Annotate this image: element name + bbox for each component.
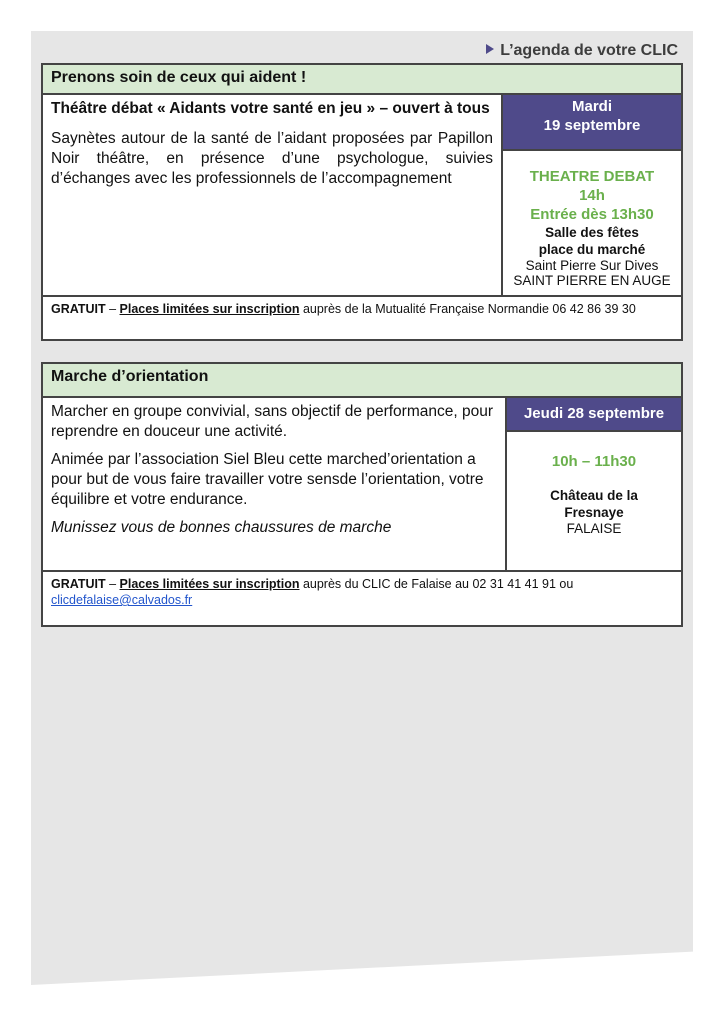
- event-details: [43, 398, 505, 570]
- event-card-theatre: [41, 63, 683, 341]
- limited-places-label: Places limitées sur inscription: [119, 577, 300, 591]
- event-type: THEATRE DEBAT: [529, 168, 655, 185]
- triangle-bullet-icon: [486, 44, 494, 54]
- footer-contact: auprès de la Mutualité Française Normandie 06 42 86 39 30: [299, 302, 636, 316]
- event-day: Mardi: [571, 98, 612, 115]
- venue-line-2: Fresnaye: [564, 505, 624, 520]
- event-schedule: [501, 95, 681, 295]
- event-date: 19 septembre: [543, 117, 641, 134]
- footer-separator: –: [105, 302, 120, 316]
- footer-contact: auprès du CLIC de Falaise au 02 31 41 41 91 ou: [299, 577, 574, 591]
- event-title: Théâtre débat « Aidants votre santé en jeu » – ouvert à tous: [51, 100, 490, 117]
- venue-place: Saint Pierre Sur Dives: [525, 258, 659, 273]
- agenda-header-label: L’agenda de votre CLIC: [500, 42, 678, 59]
- event-para-1: Marcher en groupe convivial, sans objectif de performance, pour reprendre en douceur une activité.: [51, 403, 493, 440]
- event-para-2: Animée par l’association Siel Bleu cette marched’orientation a pour but de vous faire travailler votre sensde l’orientation, votre équilibre et votre endurance.: [51, 451, 484, 508]
- event-footer: [43, 572, 681, 612]
- event-time: 10h – 11h30: [551, 453, 637, 470]
- event-description: Saynètes autour de la santé de l’aidant proposées par Papillon Noir théâtre, en présence d’une psychologue, suivies d’échanges avec les professionnels de l’accompagnement: [51, 130, 493, 187]
- venue-commune: SAINT PIERRE EN AUGE: [513, 273, 671, 288]
- venue-place: FALAISE: [566, 521, 622, 536]
- event-time: 14h: [579, 187, 605, 204]
- section-title: Marche d’orientation: [43, 364, 681, 398]
- venue-line-1: Salle des fêtes: [545, 225, 639, 240]
- date-box: [503, 95, 681, 149]
- section-title: Prenons soin de ceux qui aident !: [43, 65, 681, 95]
- venue-line-2: place du marché: [538, 242, 646, 257]
- date-box: [507, 398, 681, 430]
- event-footer: [43, 297, 681, 321]
- event-date: Jeudi 28 septembre: [523, 405, 665, 422]
- limited-places-label: Places limitées sur inscription: [119, 302, 300, 316]
- venue-line-1: Château de la: [550, 488, 638, 503]
- event-card-walk: [41, 362, 683, 627]
- agenda-header: [486, 42, 678, 60]
- free-label: GRATUIT: [51, 302, 106, 316]
- event-schedule: [505, 398, 681, 570]
- footer-separator: –: [105, 577, 120, 591]
- event-details: [43, 95, 501, 295]
- event-entry-time: Entrée dès 13h30: [530, 206, 654, 223]
- free-label: GRATUIT: [51, 577, 106, 591]
- event-para-3: Munissez vous de bonnes chaussures de marche: [51, 519, 392, 536]
- email-link[interactable]: clicdefalaise@calvados.fr: [51, 593, 193, 607]
